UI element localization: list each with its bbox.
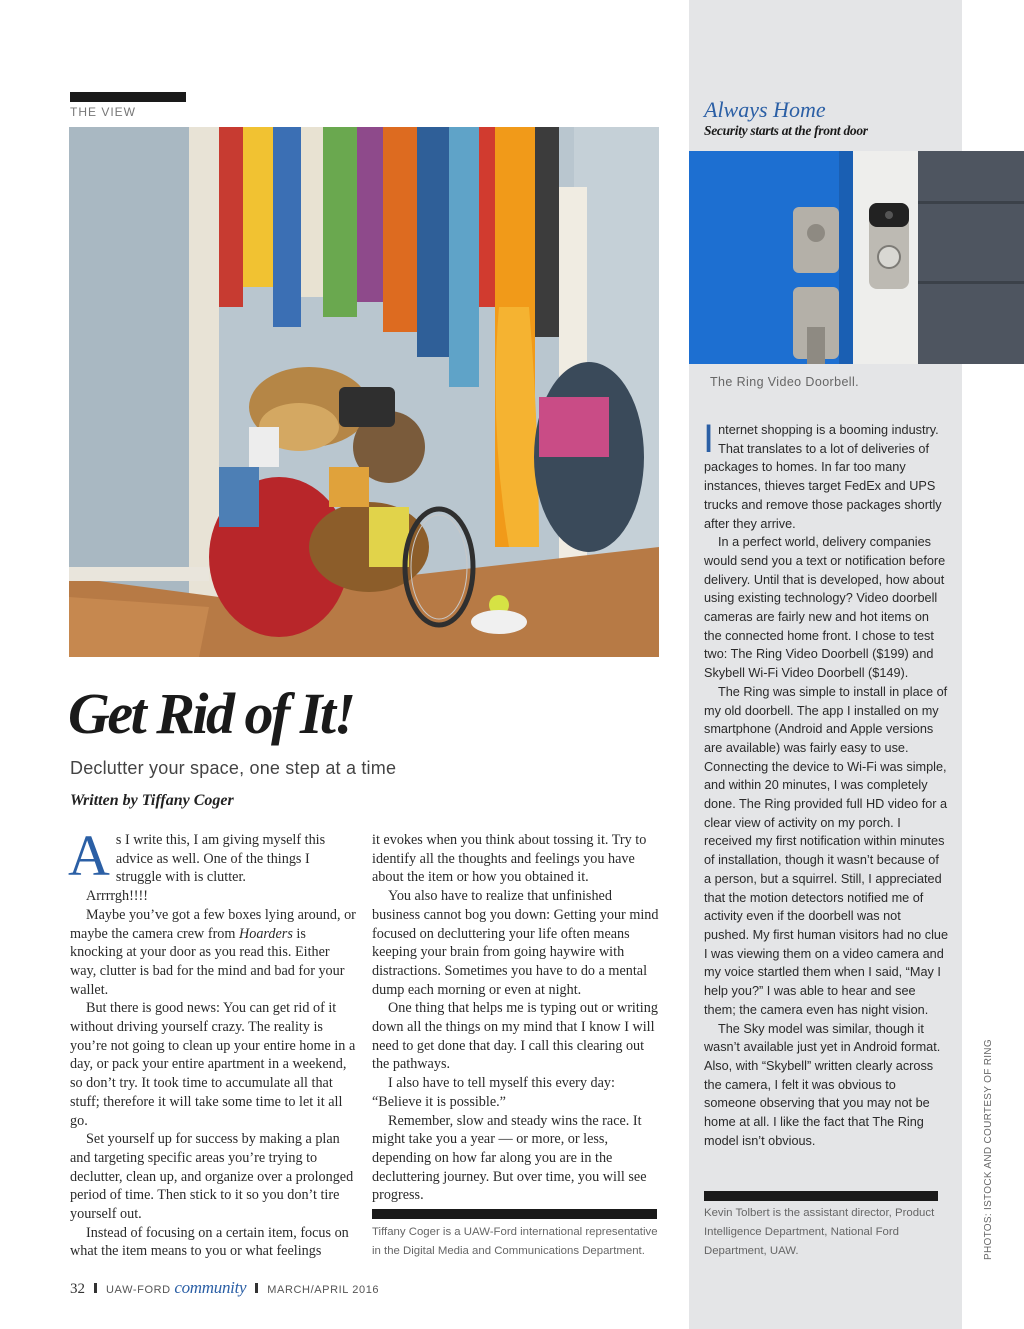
article-paragraph: Arrrrgh!!!! [86,888,148,905]
page-footer [70,1278,379,1298]
photo-credit: PHOTOS: ISTOCK AND COURTESY OF RING [983,1039,994,1260]
author-bio-rule [372,1209,657,1219]
sidebar-paragraph: The Ring was simple to install in place of my old doorbell. The app I installed on my smartphone (Android and Apple versions are available) was fairly easy to use. Connecting the device to Wi-Fi was simple, and within 20 minutes, I was completely done. The Ring provided full HD video for a clear view of activity on my porch. I received my first notification within minutes of installation, though it wasn’t because of a person, but a squirrel. Still, I appreciated that the motion detectors notified me of activity even if the doorbell was not pushed. My first human visitors had no clue I was viewing them on a video camera and my voice startled them when I said, “May I help you?” I was able to hear and see them; the camera even has night vision. [704,684,948,1017]
publication-name: UAW-FORD community [106,1278,247,1297]
footer-divider [255,1283,258,1293]
page-number: 32 [70,1281,85,1297]
publication-brand: community [174,1278,247,1297]
sidebar-body [703,417,948,1150]
article-paragraph: One thing that helps me is typing out or writing down all the things on my mind that I know I will need to get done that day. I call this clearing out the pathways. [372,1000,658,1073]
footer-divider [94,1283,97,1293]
article-paragraph: Instead of focusing on a certain item, focus on what the item means to you or what feelings [70,1224,349,1260]
sidebar-bio-rule [704,1191,938,1201]
issue-date: MARCH/APRIL 2016 [267,1284,380,1296]
sidebar-subtitle: Security starts at the front door [704,123,868,138]
photo-caption: The Ring Video Doorbell. [710,375,860,389]
article-paragraph: Maybe you’ve got a few boxes lying around, or maybe the camera crew from Hoarders is knocking at your door as you read this. Either way, clutter is bad for the mind and bad for your wallet. [70,906,356,998]
sidebar-paragraph: In a perfect world, delivery companies would send you a text or notification before delivery. Until that is developed, how about using existing technology? Video doorbell cameras are fairly new and hot items on the connected home front. I chose to test two: The Ring Video Doorbell ($199) and Skybell Wi-Fi Video Doorbell ($149). [704,535,946,681]
article-paragraph: it evokes when you think about tossing it. Try to identify all the thoughts and feelings you have about the item or how you obtained it. [372,832,647,886]
sidebar-paragraph: Internet shopping is a booming industry. That translates to a lot of deliveries of packages to homes. In far too many instances, thieves target FedEx and UPS trucks and remove those packages shortly after they arrive. [703,417,942,531]
article-paragraph: Remember, slow and steady wins the race. It might take you a year — or more, or less, depending on how far along you are in the decluttering journey. But over time, you will see progress. [372,1112,647,1204]
article-paragraph: I also have to tell myself this every day: “Believe it is possible.” [372,1075,615,1110]
article-paragraph: You also have to realize that unfinished business cannot bog you down: Getting your mind focused on decluttering your life often means keeping your brain from going haywire with distractions. Sometimes you have to do a mental dump each morning or even at night. [372,888,659,998]
article-title: Get Rid of It! [68,681,354,746]
author-bio: Tiffany Coger is a UAW-Ford international representative in the Digital Media and Communications Department. [372,1226,658,1257]
article-dropcap: A [68,823,110,888]
article-paragraph: But there is good news: You can get rid of it without driving yourself crazy. The reality is you’re not going to clean up your entire home in a day, or pack your entire apartment in a weekend, so don’t try. It took time to accumulate all that stuff; therefore it will take some time to let it all go. [70,1000,356,1129]
sidebar-paragraph: The Sky model was similar, though it wasn’t available just yet in Android format. Also, with “Skybell” written clearly across the camera, I felt it was obvious to someone observing that you may not be home at all. I like the fact that The Ring model isn’t obvious. [704,1021,941,1148]
section-label: THE VIEW [70,105,137,119]
article-byline: Written by Tiffany Coger [70,792,234,809]
cluttered-closet-photo [69,127,659,657]
article-column-1 [68,823,357,1261]
ring-doorbell-photo [689,151,1024,364]
section-rule [70,92,186,102]
article-subtitle: Declutter your space, one step at a time [70,758,397,778]
article-column-2 [372,831,660,1205]
article-paragraph: As I write this, I am giving myself this advice as well. One of the things I struggle with is clutter. [68,823,326,888]
sidebar-author-bio: Kevin Tolbert is the assistant director, Product Intelligence Department, National Ford Department, UAW. [704,1207,935,1257]
sidebar-title: Always Home [704,97,826,122]
sidebar-dropcap: I [703,417,715,461]
article-paragraph: Set yourself up for success by making a plan and targeting specific areas you’re trying to declutter, clean up, and organize over a prolonged period of time. Then stick to it so you don’t tire yourself out. [70,1131,354,1223]
